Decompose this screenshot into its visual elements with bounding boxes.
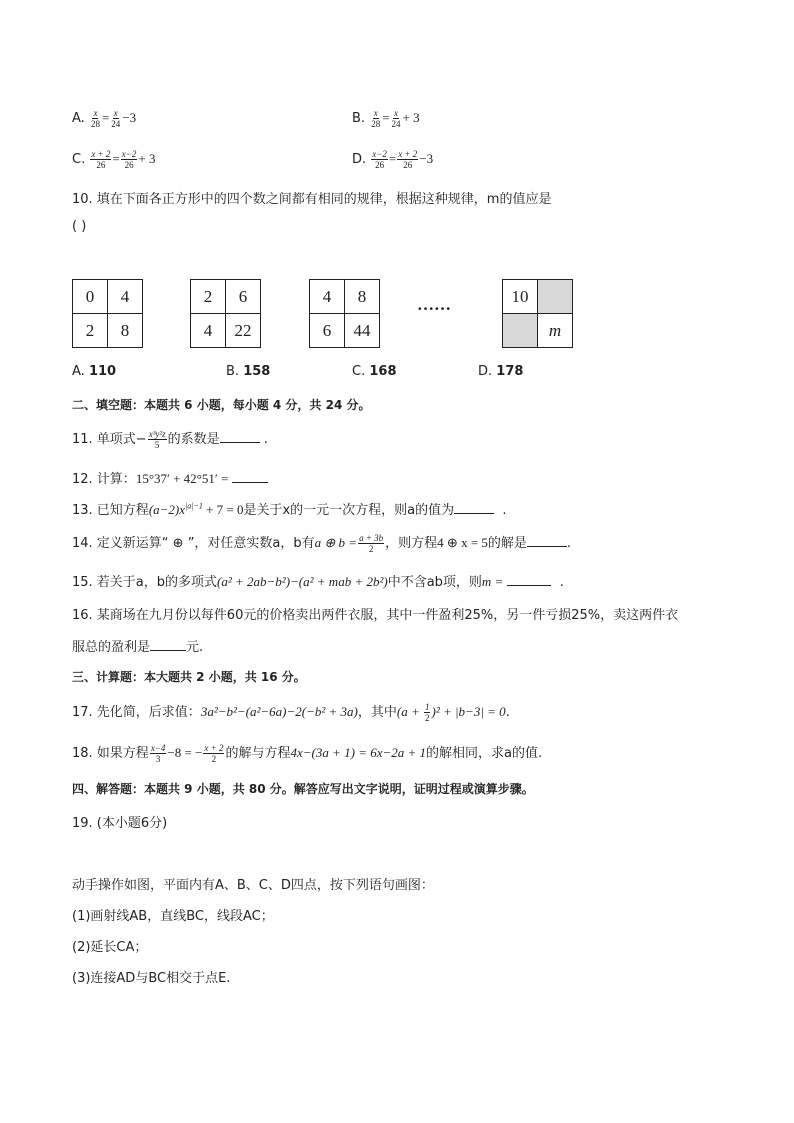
q16-line2b: 元. <box>186 640 204 655</box>
q14-expr2: 4 ⊕ x = 5 <box>437 535 488 550</box>
denominator: 26 <box>403 160 413 170</box>
denominator: 26 <box>375 160 385 170</box>
q18-mid1: −8 = − <box>167 745 203 760</box>
fraction <box>370 108 381 129</box>
square-cell: 4 <box>191 314 226 348</box>
denominator: 5 <box>154 440 160 450</box>
option-label: C. <box>72 152 86 167</box>
numerator: x <box>373 108 378 118</box>
number-square-1 <box>72 279 143 348</box>
section-4-title: 四、解答题：本题共 9 小题，共 80 分。解答应写出文字说明，证明过程或演算步骤。 <box>72 782 534 796</box>
q10-option-c <box>352 364 397 379</box>
option-value: 178 <box>496 364 524 379</box>
period: . <box>559 575 564 590</box>
answer-blank[interactable] <box>232 482 268 483</box>
section-3-title: 三、计算题：本大题共 2 小题，共 16 分。 <box>72 670 306 684</box>
numerator: 1 <box>424 702 430 712</box>
fraction <box>203 743 224 764</box>
q14-expr: a ⊕ b = <box>314 535 358 550</box>
numerator: x−2 <box>372 149 387 159</box>
answer-blank[interactable] <box>150 650 186 651</box>
q14-post2: 的解是 <box>487 536 527 551</box>
numerator: x−2 <box>121 149 137 159</box>
option-value: 158 <box>243 364 271 379</box>
question-19-head: 19. (本小题6分) <box>72 816 168 831</box>
q11-post: 的系数是 <box>167 432 220 447</box>
tail: + 3 <box>402 110 420 125</box>
square-cell: 0 <box>73 280 108 314</box>
denominator: 3 <box>155 754 161 764</box>
q9-option-b <box>352 108 420 129</box>
question-19-item-2: (2)延长CA； <box>72 940 148 955</box>
number-square-last <box>502 279 573 348</box>
q9-option-c <box>72 149 155 170</box>
q11-pre: 11. 单项式− <box>72 432 147 447</box>
option-value: 168 <box>369 364 397 379</box>
q17-expr2a: (a + <box>396 704 423 719</box>
answer-blank[interactable] <box>454 513 494 514</box>
number-square-3 <box>309 279 380 348</box>
square-cell: 10 <box>503 280 538 314</box>
q13-expr: (a−2)x <box>148 502 186 517</box>
q13-post: 是关于x的一元一次方程，则a的值为 <box>243 503 455 518</box>
q17-mid: ，其中 <box>357 705 397 720</box>
square-cell: 4 <box>310 280 345 314</box>
tail: −3 <box>122 110 137 125</box>
denominator: 26 <box>96 160 106 170</box>
question-19-item-3: (3)连接AD与BC相交于点E. <box>72 971 231 986</box>
q15-pre: 15. 若关于a，b的多项式 <box>72 575 218 590</box>
denominator: 28 <box>371 119 381 129</box>
q18-expr: 4x−(3a + 1) = 6x−2a + 1 <box>290 745 427 760</box>
denominator: 2 <box>368 544 374 554</box>
equals: = <box>101 110 110 125</box>
option-label: D. <box>478 364 493 379</box>
question-19-item-1: (1)画射线AB，直线BC，线段AC； <box>72 909 274 924</box>
answer-blank[interactable] <box>507 585 551 586</box>
square-cell: 8 <box>345 280 380 314</box>
exponent: |a|−1 <box>185 501 203 511</box>
number-square-2 <box>190 279 261 348</box>
option-label: C. <box>352 364 366 379</box>
period: . <box>566 536 572 551</box>
question-13 <box>72 499 507 518</box>
square-cell: 2 <box>73 314 108 348</box>
fraction <box>150 743 167 764</box>
square-cell: 2 <box>191 280 226 314</box>
q10-option-b <box>226 364 270 379</box>
q9-option-a <box>72 108 136 129</box>
tail: + 3 <box>138 151 156 166</box>
denominator: 24 <box>391 119 401 129</box>
equals: = <box>388 151 397 166</box>
q15-expr2: m = <box>481 574 504 589</box>
q18-mid2: 的解与方程 <box>225 746 291 761</box>
numerator: x <box>93 108 98 118</box>
ellipsis: …… <box>417 295 451 314</box>
denominator: 2 <box>424 713 430 723</box>
question-16-line2 <box>72 636 203 655</box>
question-17 <box>72 701 510 723</box>
fraction <box>371 149 388 170</box>
option-label: D. <box>352 152 367 167</box>
fraction <box>358 533 384 554</box>
numerator: x³y²z <box>148 429 166 439</box>
period: . <box>263 432 268 447</box>
period: . <box>505 705 510 720</box>
gray-cell <box>538 280 573 314</box>
section-2-title: 二、填空题：本题共 6 小题，每小题 4 分，共 24 分。 <box>72 398 371 412</box>
fraction <box>90 108 101 129</box>
question-19-intro: 动手操作如图，平面内有A、B、C、D四点，按下列语句画图： <box>72 878 434 893</box>
q12-pre: 12. 计算： <box>72 472 136 487</box>
q14-pre: 14. 定义新运算“ ⊕ ”，对任意实数a，b有 <box>72 536 315 551</box>
question-18 <box>72 742 542 764</box>
square-cell: 44 <box>345 314 380 348</box>
square-cell: 6 <box>226 280 261 314</box>
denominator: 28 <box>90 119 100 129</box>
option-label: B. <box>352 111 366 126</box>
q18-pre: 18. 如果方程 <box>72 746 149 761</box>
question-15 <box>72 571 564 590</box>
fraction <box>397 149 418 170</box>
q13-pre: 13. 已知方程 <box>72 503 149 518</box>
equals: = <box>112 151 120 166</box>
square-cell: 8 <box>108 314 143 348</box>
equals: = <box>382 110 390 125</box>
fraction <box>148 429 167 450</box>
question-14 <box>72 532 571 554</box>
question-11 <box>72 428 268 450</box>
question-16-line1: 16. 某商场在九月份以每件60元的价格卖出两件衣服，其中一件盈利25%，另一件亏损25%，卖这两件衣 <box>72 608 679 623</box>
square-cell-m: m <box>538 314 573 348</box>
q17-pre: 17. 先化简，后求值： <box>72 705 201 720</box>
denominator: 26 <box>124 160 134 170</box>
option-label: A. <box>72 111 85 126</box>
answer-blank[interactable] <box>527 546 567 547</box>
q15-post: 中不含ab项，则 <box>387 575 482 590</box>
numerator: x + 2 <box>91 149 111 159</box>
numerator: x−4 <box>150 743 166 753</box>
q12-expr: 15°37′ + 42°51′ = <box>135 471 229 486</box>
q15-expr: (a² + 2ab−b²)−(a² + mab + 2b²) <box>217 574 388 589</box>
numerator: x + 2 <box>398 149 418 159</box>
q13-expr2: + 7 = 0 <box>202 502 244 517</box>
numerator: x <box>394 108 399 118</box>
fraction <box>110 108 121 129</box>
q16-line2a: 服总的盈利是 <box>72 640 151 655</box>
gray-cell <box>503 314 538 348</box>
answer-blank[interactable] <box>220 442 260 443</box>
tail: −3 <box>419 151 434 166</box>
fraction <box>424 702 431 723</box>
fraction <box>121 149 138 170</box>
q9-option-d <box>352 149 433 170</box>
option-label: B. <box>226 364 240 379</box>
numerator: x + 2 <box>204 743 224 753</box>
square-cell: 6 <box>310 314 345 348</box>
q17-expr2b: )² + |b−3| = 0 <box>431 704 506 719</box>
denominator: 2 <box>211 754 217 764</box>
q10-option-d <box>478 364 523 379</box>
q17-expr: 3a²−b²−(a²−6a)−2(−b² + 3a) <box>200 704 358 719</box>
option-label: A. <box>72 364 85 379</box>
question-12 <box>72 468 268 487</box>
option-value: 110 <box>88 364 117 379</box>
q10-option-a <box>72 364 116 379</box>
q10-paren: ( ) <box>72 219 87 234</box>
q18-post: 的解相同，求a的值. <box>426 746 543 761</box>
fraction <box>391 108 402 129</box>
q10-text: 10. 填在下面各正方形中的四个数之间都有相同的规律，根据这种规律，m的值应是 <box>72 192 552 207</box>
numerator: x <box>113 108 118 118</box>
denominator: 24 <box>111 119 121 129</box>
square-cell: 4 <box>108 280 143 314</box>
numerator: a + 3b <box>359 533 384 543</box>
q14-post: ，则方程 <box>385 536 438 551</box>
fraction <box>90 149 111 170</box>
period: . <box>502 503 507 518</box>
square-cell: 22 <box>226 314 261 348</box>
